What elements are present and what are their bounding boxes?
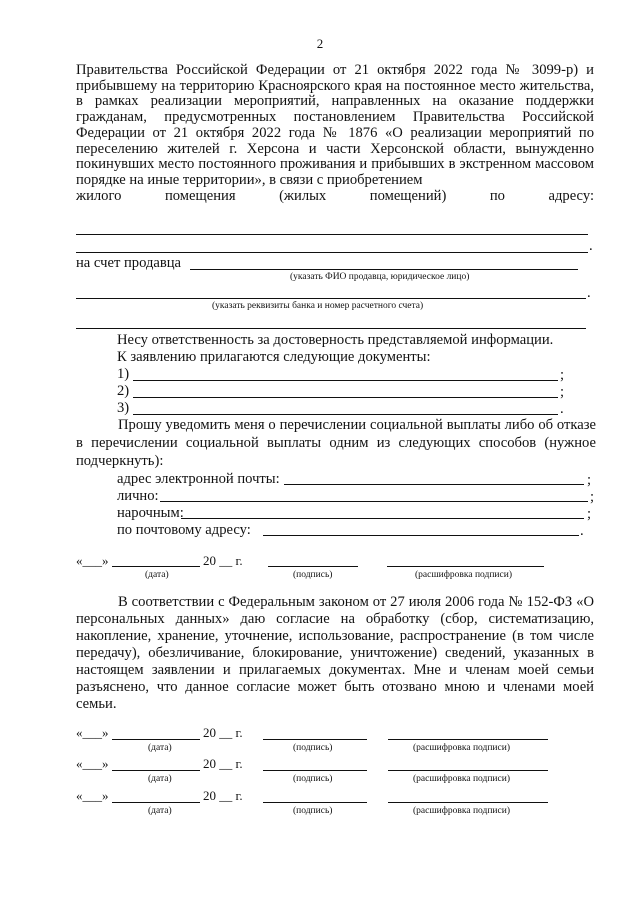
date-day: «___» [76,788,109,803]
attachment-number: 3) [117,400,130,416]
signature-decode-field[interactable] [388,770,548,771]
signature-decode-field[interactable] [388,739,548,740]
date-day: «___» [76,553,109,568]
consent-paragraph [76,594,594,713]
date-hint: (дата) [148,806,172,816]
signature-field[interactable] [263,770,367,771]
notify-paragraph [76,416,596,470]
sign-hint: (подпись) [293,570,333,580]
attachment-number: 1) [117,366,130,382]
post-address-field[interactable] [263,535,579,536]
signature-decode-field[interactable] [387,566,544,567]
decode-hint: (расшифровка подписи) [413,774,510,784]
personal-field[interactable] [160,501,588,502]
date-month-field[interactable] [112,739,200,740]
responsibility-text: Несу ответственность за достоверность представляемой информации. [117,332,554,348]
notify-option-post: по почтовому адресу: [117,522,251,538]
courier-field[interactable] [181,518,584,519]
decode-hint: (расшифровка подписи) [413,806,510,816]
date-month-field[interactable] [112,802,200,803]
signature-field[interactable] [263,739,367,740]
seller-name-hint: (указать ФИО продавца, юридическое лицо) [290,272,470,282]
date-day: «___» [76,725,109,740]
seller-bank-field[interactable] [76,298,586,299]
date-hint: (дата) [148,774,172,784]
attachment-field-3[interactable] [133,414,558,415]
signature-field[interactable] [268,566,358,567]
decode-hint: (расшифровка подписи) [415,570,512,580]
email-field[interactable] [284,484,584,485]
attachments-heading: К заявлению прилагаются следующие документы: [117,349,431,365]
date-year: 20 __ г. [203,788,243,803]
date-hint: (дата) [148,743,172,753]
seller-name-field[interactable] [190,269,578,270]
seller-bank-hint: (указать реквизиты банка и номер расчетного счета) [212,301,424,311]
notify-option-email: адрес электронной почты: [117,471,280,487]
sign-hint: (подпись) [293,743,333,753]
date-month-field[interactable] [112,770,200,771]
sign-hint: (подпись) [293,774,333,784]
intro-last-line: жилого помещения (жилых помещений) по адресу: [76,187,594,204]
date-month-field[interactable] [112,566,200,567]
attachment-field-1[interactable] [133,380,558,381]
signature-field[interactable] [263,802,367,803]
page-number: 2 [316,36,324,51]
decode-hint: (расшифровка подписи) [413,743,510,753]
date-year: 20 __ г. [203,756,243,771]
notify-text: Прошу уведомить меня о перечислении социальной выплаты либо об отказе в перечислении социальной выплаты одним из следующих способов (нужное подчеркнуть): [76,417,596,469]
date-year: 20 __ г. [203,553,243,568]
attachment-field-2[interactable] [133,397,558,398]
address-line-1[interactable] [76,234,588,235]
consent-text: В соответствии с Федеральным законом от 27 июля 2006 года № 152-ФЗ «О персональных данных» даю согласие на обработку (сбор, систематизацию, накопление, хранение, уточнение, использование, распространение (в том числе передачу), обезличивание, блокирование, уничтожение) сведений, указанных в настоящем заявлении и прилагаемых документах. Мне и членам моей семьи разъяснено, что данное согласие может быть отозвано мною и членами моей семьи. [76,594,594,712]
date-hint: (дата) [145,570,169,580]
attachment-number: 2) [117,383,130,399]
seller-label: на счет продавца [76,255,182,271]
notify-option-courier: нарочным: [117,505,184,521]
date-year: 20 __ г. [203,725,243,740]
sign-hint: (подпись) [293,806,333,816]
intro-text: Правительства Российской Федерации от 21 октября 2022 года № 3099-р) и прибывшему на территорию Красноярского края на постоянное место жительства, в рамках реализации мероприятий, направленных на оказание поддержки гражданам, предусмотренных постановлением Правительства Российской Федерации от 21 октября 2022 года № 1876 «О реализации мероприятий по переселению жителей г. Херсона и части Херсонской области, вынужденно покинувших место постоянного проживания и прибывших в экстренном массовом порядке на иные территории», в связи с приобретением [76,62,594,188]
date-day: «___» [76,756,109,771]
intro-paragraph [76,63,594,204]
separator-line [76,328,586,329]
signature-decode-field[interactable] [388,802,548,803]
notify-option-personal: лично: [117,488,159,504]
address-line-2[interactable] [76,252,588,253]
